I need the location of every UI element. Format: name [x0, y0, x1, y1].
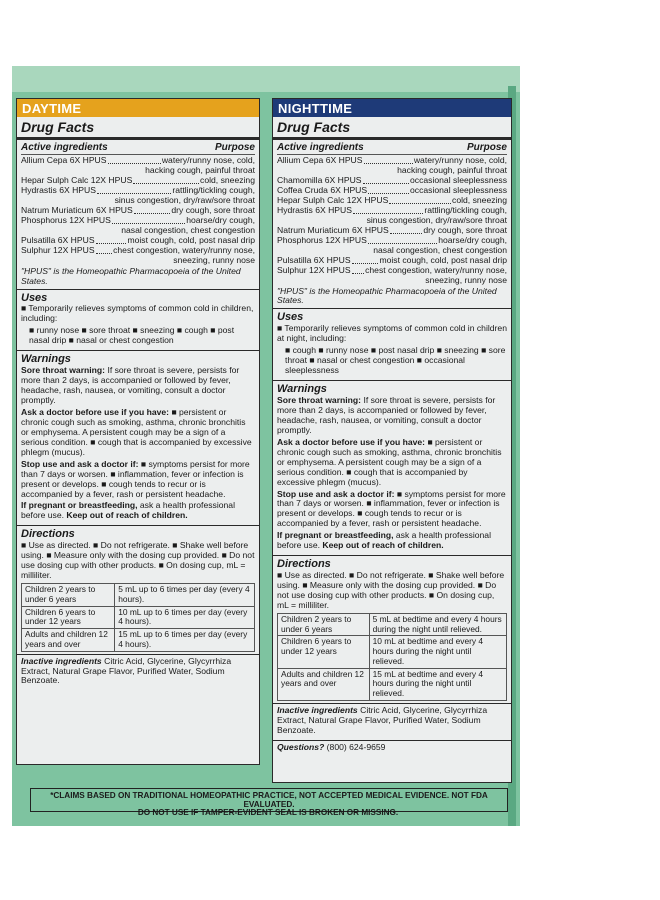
dosing-dose: 5 mL at bedtime and every 4 hours during the night until relieved. [369, 613, 506, 636]
dosing-row [22, 606, 255, 629]
ingredient-name: Hepar Sulph Calc 12X HPUS [21, 174, 133, 185]
inactive-ingredients [21, 657, 255, 687]
directions-text: ■ Use as directed. ■ Do not refrigerate. ■ Shake well before using. ■ Measure only with the dosing cup provided. ■ Do not use dosing cup with other products. ■ On dosing cup, mL = milliliter. [21, 540, 255, 581]
dosing-age: Children 6 years to under 12 years [22, 606, 115, 629]
active-ingredients-section [17, 140, 259, 288]
uses-title: Uses [277, 311, 304, 324]
ingredient-name: Hydrastis 6X HPUS [277, 204, 352, 215]
warnings-section [273, 380, 511, 555]
sore-throat-warning [277, 396, 507, 436]
leader-dots [368, 243, 437, 244]
dosing-age: Children 6 years to under 12 years [278, 636, 370, 668]
warnings-title: Warnings [21, 353, 71, 366]
uses-text: ■ Temporarily relieves symptoms of common cold in children, including: [21, 303, 254, 324]
dosing-row [278, 636, 507, 668]
ingredient-purpose: occasional sleeplessness [410, 174, 507, 185]
stop-use-label: Stop use and ask a doctor if: [277, 488, 395, 499]
daytime-drug-facts-panel [16, 98, 260, 765]
ingredients-subhead [277, 142, 507, 155]
ask-doctor-text: ■ persistent or chronic cough such as smoking, asthma, chronic bronchitis or emphysema. A persistent cough may be a sign of a serious condition. ■ cough that is accompanied by excessive phlegm (mucus). [277, 436, 502, 487]
leader-dots [133, 183, 199, 184]
ingredient-purpose: watery/runny nose, cold, [161, 154, 255, 165]
ingredient-purpose: chest congestion, watery/runny nose, [113, 244, 255, 255]
pregnant-label: If pregnant or breastfeeding, [277, 530, 394, 541]
leader-dots [352, 263, 379, 264]
directions-title: Directions [21, 528, 75, 541]
ingredient-name: Chamomilla 6X HPUS [277, 174, 362, 185]
ingredient-purpose: cold, sneezing [200, 174, 255, 185]
uses-section [17, 289, 259, 351]
hpus-note: "HPUS" is the Homeopathic Pharmacopoeia of the United States. [277, 285, 497, 306]
dosing-age: Children 2 years to under 6 years [22, 584, 115, 607]
ingredient-name: Allium Cepa 6X HPUS [21, 154, 107, 165]
ingredient-purpose: occasional sleeplessness [410, 184, 507, 195]
ingredient-purpose: moist cough, cold, post nasal drip [379, 254, 507, 265]
ingredient-purpose: rattling/tickling cough, [172, 184, 255, 195]
ingredient-purpose: chest congestion, watery/runny nose, [365, 264, 507, 275]
purpose-label: Purpose [466, 142, 507, 154]
uses-text: ■ Temporarily relieves symptoms of common cold in children at night, including: [277, 323, 507, 344]
inactive-label: Inactive ingredients [277, 704, 358, 715]
ingredient-name: Natrum Muriaticum 6X HPUS [277, 224, 389, 235]
ingredient-name: Hepar Sulph Calc 12X HPUS [277, 194, 389, 205]
ingredient-name: Sulphur 12X HPUS [21, 244, 95, 255]
warnings-section [17, 350, 259, 525]
leader-dots [134, 213, 171, 214]
ingredient-name: Pulsatilla 6X HPUS [277, 254, 351, 265]
leader-dots [353, 213, 423, 214]
questions-phone: (800) 624-9659 [326, 741, 386, 752]
ingredient-purpose: dry cough, sore throat [171, 204, 255, 215]
keep-out-text: Keep out of reach of children. [322, 540, 444, 551]
directions-text: ■ Use as directed. ■ Do not refrigerate. ■ Shake well before using. ■ Measure only with the dosing cup provided. ■ Do not use dosing cup with other products. ■ On dosing cup, mL = milliliter. [277, 570, 505, 610]
ingredient-purpose-continued: sneezing, runny nose [425, 274, 507, 285]
directions-title: Directions [277, 558, 331, 571]
ingredient-list [21, 156, 255, 266]
leader-dots [390, 233, 423, 234]
ingredient-name: Natrum Muriaticum 6X HPUS [21, 204, 133, 215]
keep-out-text: Keep out of reach of children. [66, 510, 188, 521]
ingredient-purpose-continued: nasal congestion, chest congestion [121, 224, 255, 235]
inactive-ingredients [277, 706, 507, 736]
sore-throat-text: If sore throat is severe, persists for more than 2 days, is accompanied or followed by fever, headache, rash, nausea, or vomiting, consult a doctor promptly. [277, 394, 496, 435]
nighttime-drug-facts-panel [272, 98, 512, 783]
inactive-label: Inactive ingredients [21, 655, 102, 666]
dosing-row [278, 613, 507, 636]
ingredient-name: Phosphorus 12X HPUS [21, 214, 111, 225]
stop-use-warning [21, 460, 255, 500]
pregnant-text: ask a health professional before use. [277, 530, 491, 551]
dosing-age: Adults and children 12 years and over [278, 668, 370, 700]
leader-dots [368, 193, 409, 194]
dosing-dose: 10 mL at bedtime and every 4 hours during the night until relieved. [369, 636, 506, 668]
ingredient-purpose: cold, sneezing [452, 194, 507, 205]
dosing-dose: 15 mL at bedtime and every 4 hours during the night until relieved. [369, 668, 506, 700]
leader-dots [389, 203, 451, 204]
claims-disclaimer: *CLAIMS BASED ON TRADITIONAL HOMEOPATHIC PRACTICE, NOT ACCEPTED MEDICAL EVIDENCE. NOT FDA EVALUATED. [30, 788, 508, 812]
leader-dots [108, 163, 161, 164]
ingredient-purpose: moist cough, cold, post nasal drip [127, 234, 255, 245]
ask-doctor-warning [21, 408, 255, 458]
sore-throat-text: If sore throat is severe, persists for more than 2 days, is accompanied or followed by fever, headache, rash, nausea, or vomiting, consult a doctor promptly. [21, 364, 240, 405]
dosing-dose: 15 mL up to 6 times per day (every 4 hours). [115, 629, 255, 652]
ask-doctor-label: Ask a doctor before use if you have: [21, 406, 170, 417]
stop-use-text: ■ symptoms persist for more than 7 days or worsen. ■ inflammation, fever or infection is present or develops. ■ cough tends to recur or is accompanied by a fever, rash or persistent headache. [277, 488, 506, 529]
uses-section [273, 308, 511, 380]
nighttime-header: NIGHTTIME [273, 99, 511, 117]
leader-dots [112, 223, 185, 224]
ask-doctor-warning [277, 438, 507, 488]
ingredient-name: Allium Cepa 6X HPUS [277, 154, 363, 165]
dosing-table [277, 613, 507, 701]
inactive-text: Citric Acid, Glycerine, Glycyrrhiza Extract, Natural Grape Flavor, Purified Water, Sodium Benzoate. [21, 655, 232, 686]
ingredient-purpose-continued: hacking cough, painful throat [145, 164, 255, 175]
purpose-label: Purpose [214, 142, 255, 154]
hpus-note: "HPUS" is the Homeopathic Pharmacopoeia of the United States. [21, 265, 241, 286]
inactive-ingredients-section [273, 703, 511, 740]
stop-use-label: Stop use and ask a doctor if: [21, 458, 139, 469]
ingredient-purpose: hoarse/dry cough, [186, 214, 255, 225]
inactive-text: Citric Acid, Glycerine, Glycyrrhiza Extract, Natural Grape Flavor, Purified Water, Sodium Benzoate. [277, 704, 488, 735]
active-ingredients-section [273, 140, 511, 308]
pregnant-warning [277, 531, 507, 551]
dosing-age: Children 2 years to under 6 years [278, 613, 370, 636]
dosing-age: Adults and children 12 years and over [22, 629, 115, 652]
ask-doctor-text: ■ persistent or chronic cough such as smoking, asthma, chronic bronchitis or emphysema. A persistent cough may be a sign of a serious condition. ■ cough that is accompanied by excessive phlegm (mucus). [21, 406, 252, 457]
dosing-row [278, 668, 507, 700]
dosing-table [21, 583, 255, 652]
box-top-flap [12, 66, 520, 92]
inactive-ingredients-section [17, 654, 259, 691]
leader-dots [97, 193, 171, 194]
dosing-row [22, 629, 255, 652]
ingredient-name: Coffea Cruda 6X HPUS [277, 184, 368, 195]
directions-section [17, 525, 259, 653]
ingredient-purpose: rattling/tickling cough, [424, 204, 507, 215]
leader-dots [352, 273, 365, 274]
ingredient-name: Sulphur 12X HPUS [277, 264, 351, 275]
ingredient-purpose: dry cough, sore throat [423, 224, 507, 235]
dosing-dose: 10 mL up to 6 times per day (every 4 hours). [115, 606, 255, 629]
ingredient-list [277, 156, 507, 286]
leader-dots [364, 163, 413, 164]
active-ingredients-label: Active ingredients [277, 142, 364, 154]
uses-list: ■ cough ■ runny nose ■ post nasal drip ■ sneezing ■ sore throat ■ nasal or chest congestion ■ occasional sleeplessness [285, 345, 506, 376]
drug-facts-title: Drug Facts [273, 117, 511, 140]
ingredient-name: Phosphorus 12X HPUS [277, 234, 367, 245]
dosing-row [22, 584, 255, 607]
directions-section [273, 555, 511, 703]
pregnant-label: If pregnant or breastfeeding, [21, 500, 138, 511]
sore-throat-warning [21, 366, 255, 406]
pregnant-text: ask a health professional before use. [21, 500, 235, 521]
pregnant-warning [21, 501, 255, 521]
ingredient-name: Pulsatilla 6X HPUS [21, 234, 95, 245]
ingredient-purpose-continued: hacking cough, painful throat [397, 164, 507, 175]
ingredient-purpose-continued: sneezing, runny nose [173, 254, 255, 265]
leader-dots [363, 183, 409, 184]
daytime-header: DAYTIME [17, 99, 259, 117]
stop-use-text: ■ symptoms persist for more than 7 days or worsen. ■ inflammation, fever or infection is present or develops. ■ cough tends to recur or is accompanied by a fever, rash or persistent headache. [21, 458, 250, 499]
drug-facts-title: Drug Facts [17, 117, 259, 140]
ingredients-subhead [21, 142, 255, 155]
tamper-seal-warning: DO NOT USE IF TAMPER-EVIDENT SEAL IS BROKEN OR MISSING. [137, 808, 399, 817]
questions-label: Questions? [277, 741, 325, 752]
questions-section [273, 740, 511, 757]
ingredient-purpose-continued: nasal congestion, chest congestion [373, 244, 507, 255]
ask-doctor-label: Ask a doctor before use if you have: [277, 436, 426, 447]
uses-list: ■ runny nose ■ sore throat ■ sneezing ■ cough ■ post nasal drip ■ nasal or chest congestion [29, 325, 235, 346]
leader-dots [96, 243, 127, 244]
uses-title: Uses [21, 291, 48, 304]
ingredient-purpose: hoarse/dry cough, [438, 234, 507, 245]
ingredient-purpose: watery/runny nose, cold, [413, 154, 507, 165]
sore-throat-label: Sore throat warning: [21, 364, 106, 375]
leader-dots [96, 253, 113, 254]
stop-use-warning [277, 490, 507, 530]
dosing-dose: 5 mL up to 6 times per day (every 4 hours). [115, 584, 255, 607]
active-ingredients-label: Active ingredients [21, 142, 108, 154]
warnings-title: Warnings [277, 383, 327, 396]
ingredient-name: Hydrastis 6X HPUS [21, 184, 96, 195]
ingredient-purpose-continued: sinus congestion, dry/raw/sore throat [366, 214, 507, 225]
ingredient-purpose-continued: sinus congestion, dry/raw/sore throat [114, 194, 255, 205]
sore-throat-label: Sore throat warning: [277, 394, 362, 405]
questions [277, 743, 507, 753]
